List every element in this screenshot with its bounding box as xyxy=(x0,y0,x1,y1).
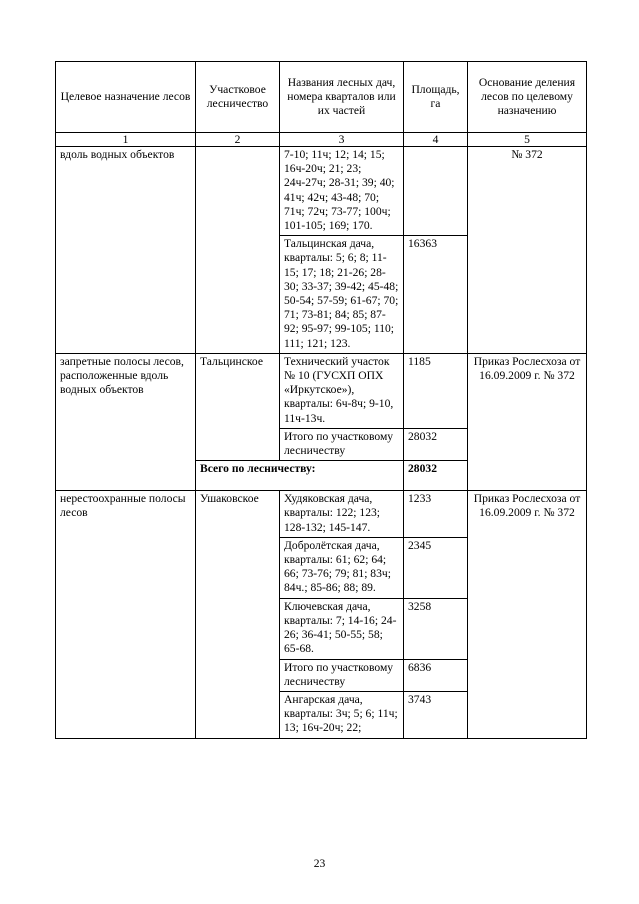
total-label: Всего по лесничеству: xyxy=(196,461,404,491)
subtotal-value: 28032 xyxy=(404,428,468,460)
column-number: 3 xyxy=(280,133,404,147)
area-cell xyxy=(404,147,468,236)
total-value: 28032 xyxy=(404,461,468,491)
parts-cell: Тальцинская дача, кварталы: 5; 6; 8; 11-15; 17; 18; 21-26; 28-30; 33-37; 39-42; 45-48; 50-54; 57-59; 61-67; 70; 71; 73-81; 84; 85; 87-92; 95-97; 99-105; 110; 111; 121; 123. xyxy=(280,236,404,354)
subtotal-label: Итого по участковому лесничеству xyxy=(280,428,404,460)
column-number: 4 xyxy=(404,133,468,147)
header-parts: Названия лесных дач, номера кварталов или их частей xyxy=(280,62,404,133)
table-header-row xyxy=(56,62,587,133)
parts-cell: Добролётская дача, кварталы: 61; 62; 64; 66; 73-76; 79; 81; 83ч; 84ч.; 85-86; 88; 89. xyxy=(280,537,404,598)
table-row xyxy=(56,353,587,428)
header-area: Площадь, га xyxy=(404,62,468,133)
area-cell: 16363 xyxy=(404,236,468,354)
basis-cell: Приказ Рослесхоза от 16.09.2009 г. № 372 xyxy=(468,491,587,738)
page-number: 23 xyxy=(313,857,326,870)
column-number: 5 xyxy=(468,133,587,147)
column-number: 2 xyxy=(196,133,280,147)
purpose-cell: запретные полосы лесов, расположенные вдоль водных объектов xyxy=(56,353,196,490)
district-cell xyxy=(196,147,280,354)
district-cell: Тальцинское xyxy=(196,353,280,460)
area-cell: 3258 xyxy=(404,598,468,659)
parts-cell: Худяковская дача, кварталы: 122; 123; 128-132; 145-147. xyxy=(280,491,404,538)
forest-purpose-table xyxy=(55,61,587,739)
column-number-row xyxy=(56,133,587,147)
area-cell: 2345 xyxy=(404,537,468,598)
purpose-cell: нерестоохранные полосы лесов xyxy=(56,491,196,738)
subtotal-label: Итого по участковому лесничеству xyxy=(280,659,404,691)
parts-cell: Ангарская дача, кварталы: 3ч; 5; 6; 11ч; 13; 16ч-20ч; 22; xyxy=(280,691,404,738)
column-number: 1 xyxy=(56,133,196,147)
area-cell: 3743 xyxy=(404,691,468,738)
header-purpose: Целевое назначение лесов xyxy=(56,62,196,133)
basis-cell: № 372 xyxy=(468,147,587,354)
purpose-cell: вдоль водных объектов xyxy=(56,147,196,354)
area-cell: 1185 xyxy=(404,353,468,428)
table-row xyxy=(56,491,587,538)
parts-cell: 7-10; 11ч; 12; 14; 15; 16ч-20ч; 21; 23; 24ч-27ч; 28-31; 39; 40; 41ч; 42ч; 43-48; 70; 71ч; 72ч; 73-77; 100ч; 101-105; 169; 170. xyxy=(280,147,404,236)
basis-cell: Приказ Рослесхоза от 16.09.2009 г. № 372 xyxy=(468,353,587,490)
subtotal-value: 6836 xyxy=(404,659,468,691)
table-row xyxy=(56,147,587,236)
area-cell: 1233 xyxy=(404,491,468,538)
parts-cell: Ключевская дача, кварталы: 7; 14-16; 24-26; 36-41; 50-55; 58; 65-68. xyxy=(280,598,404,659)
district-cell: Ушаковское xyxy=(196,491,280,738)
header-basis: Основание деления лесов по целевому назначению xyxy=(468,62,587,133)
header-district: Участковое лесничество xyxy=(196,62,280,133)
parts-cell: Технический участок № 10 (ГУСХП ОПХ «Иркутское»), кварталы: 6ч-8ч; 9-10, 11ч-13ч. xyxy=(280,353,404,428)
